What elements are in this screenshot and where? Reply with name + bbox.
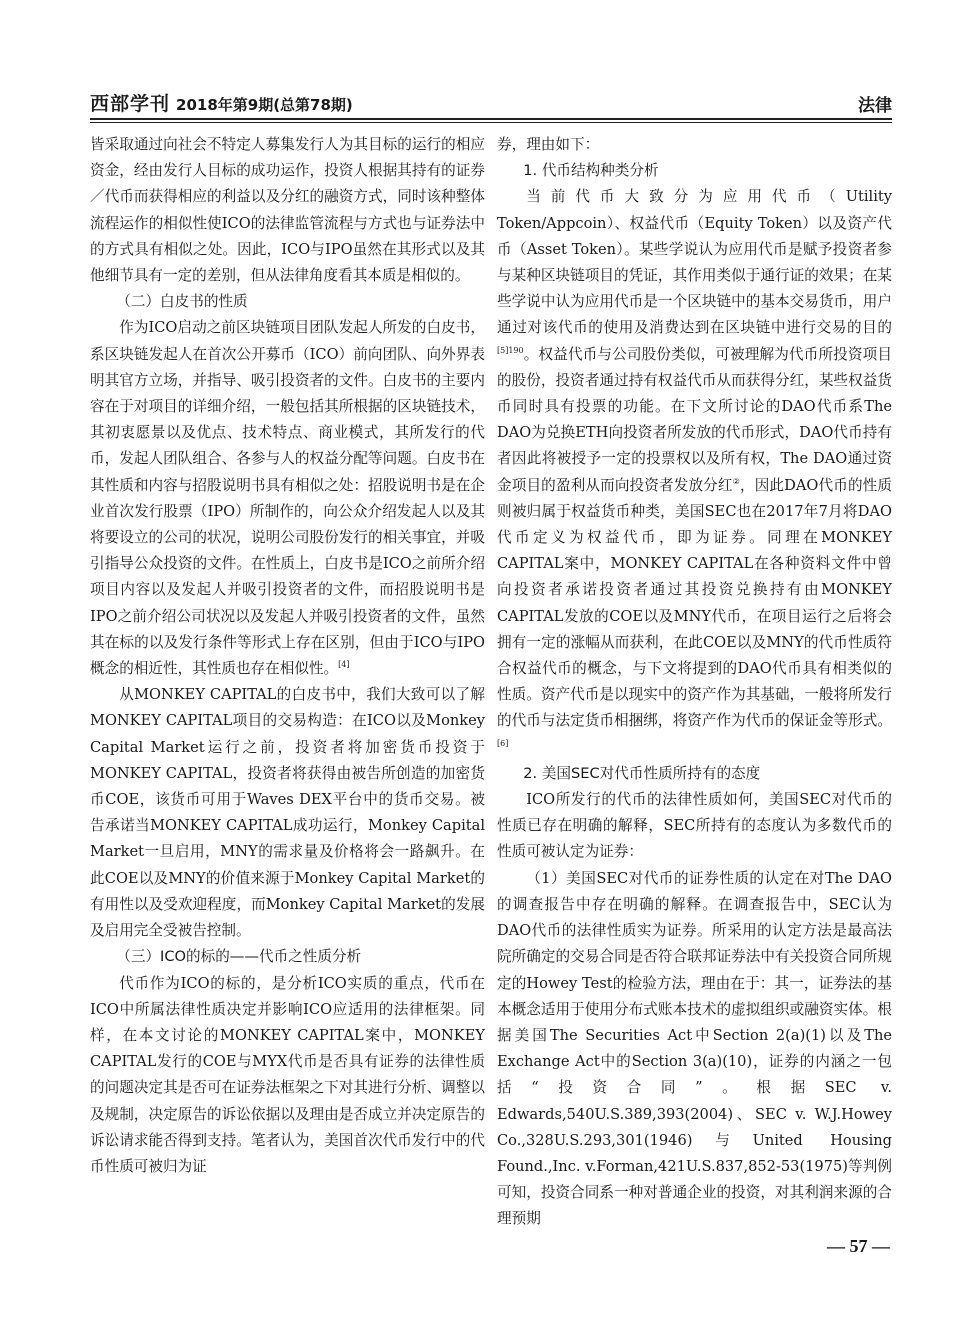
citation-ref: [5]190	[497, 345, 524, 355]
subsection-heading: 1. 代币结构种类分析	[523, 162, 659, 180]
paragraph: 代币作为ICO的标的，是分析ICO实质的重点，代币在ICO中所属法律性质决定并影响ICO应适用的法律框架。同样，在本文讨论的MONKEY CAPITAL案中，MONKEY CAPITAL发行的COE与MYX代币是否具有证券的法律性质的问题决定其是否可在证券法框架之下对其进行分析、调整以及规制，决定原告的诉讼依据以及理由是否成立并决定原告的诉讼请求能否得到支持。笔者认为，美国首次代币发行中的代币性质可被归为证	[90, 974, 485, 1175]
running-header	[90, 86, 892, 116]
right-column	[497, 132, 892, 1228]
header-rule	[90, 118, 892, 120]
paragraph	[497, 184, 892, 760]
paragraph-text: 。权益代币与公司股份类似，可被理解为代币所投资项目的股份，投资者通过持有权益代币从而获得分红，某些权益货币同时具有投票的功能。在下文所讨论的DAO代币系The DAO为兑换ETH向投资者所发放的代币形式，DAO代币持有者因此将被授予一定的投票权以及所有权，The DAO通过资金项目的盈利从而向投资者发放分红	[497, 345, 892, 494]
journal-issue: 2018年第9期(总第78期)	[176, 96, 353, 114]
paragraph-text: 作为ICO启动之前区块链项目团队发起人所发的白皮书，系区块链发起人在首次公开募币（ICO）前向团队、向外界表明其官方立场，并指导、吸引投资者的文件。白皮书的主要内容在于对项目的详细介绍，一般包括其所根据的区块链技术，其初衷愿景以及优点、技术特点、商业模式，其所发行的代币，发起人团队组合、各参与人的权益分配等问题。白皮书在其性质和内容与招股说明书具有相似之处：招股说明书是在企业首次发行股票（IPO）所制作的，向公众介绍发起人以及其将要设立的公司的状况，说明公司股份发行的相关事宜，并吸引指导公众投资的文件。在性质上，白皮书是ICO之前所介绍项目内容以及发起人并吸引投资者的文件，而招股说明书是IPO之前介绍公司状况以及发起人并吸引投资者的文件，虽然其在标的以及发行条件等形式上存在区别，但由于ICO与IPO概念的相近性，其性质也存在相似性。	[90, 319, 485, 678]
paragraph: （1）美国SEC对代币的证券性质的认定在对The DAO的调查报告中存在明确的解释。在调查报告中，SEC认为DAO代币的法律性质实为证券。所采用的认定方法是最高法院所确定的交易合同是否符合联邦证券法中有关投资合同所规定的Howey Test的检验方法，理由在于：其一，证券法的基本概念适用于使用分布式账本技术的虚拟组织或融资实体。根据美国The Securities Act中Section 2(a)(1)以及The Exchange Act中的Section 3(a)(10)，证券的内涵之一包括“投资合同”。根据SEC v. Edwards,540U.S.389,393(2004)、SEC v. W.J.Howey Co.,328U.S.293,301(1946)与United Housing Found.,Inc. v.Forman,421U.S.837,852-53(1975)等判例可知，投资合同系一种对普通企业的投资，对其利润来源的合理预期	[497, 869, 892, 1228]
paragraph: 皆采取通过向社会不特定人募集发行人为其目标的运行的相应资金，经由发行人目标的成功运作，投资人根据其持有的证券／代币而获得相应的利益以及分红的融资方式，同时该种整体流程运作的相似性使ICO的法律监管流程与方式也与证券法中的方式具有相似之处。因此，ICO与IPO虽然在其形式以及其他细节具有一定的差别，但从法律角度看其本质是相似的。	[90, 136, 485, 285]
paragraph-text: ，因此DAO代币的性质则被归属于权益货币种类，美国SEC也在2017年7月将DAO代币定义为权益代币，即为证券。同理在MONKEY CAPITAL案中，MONKEY CAPITAL在各种资料文件中曾向投资者承诺投资者通过其投资兑换持有由MONKEY CAPITAL发放的COE以及MNY代币，在项目运行之后将会拥有一定的涨幅从而获利，在此COE以及MNY的代币性质符合权益代币的概念，与下文将提到的DAO代币具有相类似的性质。资产代币是以现实中的资产作为其基础，一般将所发行的代币与法定货币相捆绑，将资产作为代币的保证金等形式。	[497, 476, 892, 730]
citation-ref: [4]	[338, 660, 350, 670]
paragraph-text: 当前代币大致分为应用代币（Utility Token/Appcoin）、权益代币（Equity Token）以及资产代币（Asset Token）。某些学说认为应用代币是赋予投资者参与某种区块链项目的凭证，其作用类似于通行证的效果；在某些学说中认为应用代币是一个区块链中的基本交易货币，用户通过对该代币的使用及消费达到在区块链中进行交易的目的	[497, 188, 892, 337]
paragraph: 券，理由如下：	[497, 136, 600, 153]
journal-info	[90, 89, 353, 116]
header-rule-thin	[90, 122, 892, 123]
section-heading: （三）ICO的标的——代币之性质分析	[116, 948, 362, 966]
paragraph: ICO所发行的代币的法律性质如何，美国SEC对代币的性质已存在明确的解释，SEC所持有的态度认为多数代币的性质可被认定为证券：	[497, 791, 892, 861]
subsection-heading: 2. 美国SEC对代币性质所持有的态度	[523, 764, 761, 782]
section-tag: 法律	[858, 96, 892, 116]
paragraph: 从MONKEY CAPITAL的白皮书中，我们大致可以了解MONKEY CAPITAL项目的交易构造：在ICO以及Monkey Capital Market运行之前，投资者将加密货币投资于MONKEY CAPITAL，投资者将获得由被告所创造的加密货币COE，该货币可用于Waves DEX平台中的货币交易。被告承诺当MONKEY CAPITAL成功运行，Monkey Capital Market一旦启用，MNY的需求量及价格将会一路飙升。在此COE以及MNY的价值来源于Monkey Capital Market的有用性以及受欢迎程度，而Monkey Capital Market的发展及启用完全受被告控制。	[90, 686, 485, 940]
page-number: — 57 —	[827, 1236, 890, 1256]
journal-name: 西部学刊	[90, 93, 171, 115]
footnote-marker: ②	[732, 476, 740, 486]
section-heading: （二）白皮书的性质	[116, 293, 248, 311]
paragraph	[90, 315, 485, 682]
left-column	[90, 132, 485, 1212]
citation-ref: [6]	[497, 738, 509, 748]
